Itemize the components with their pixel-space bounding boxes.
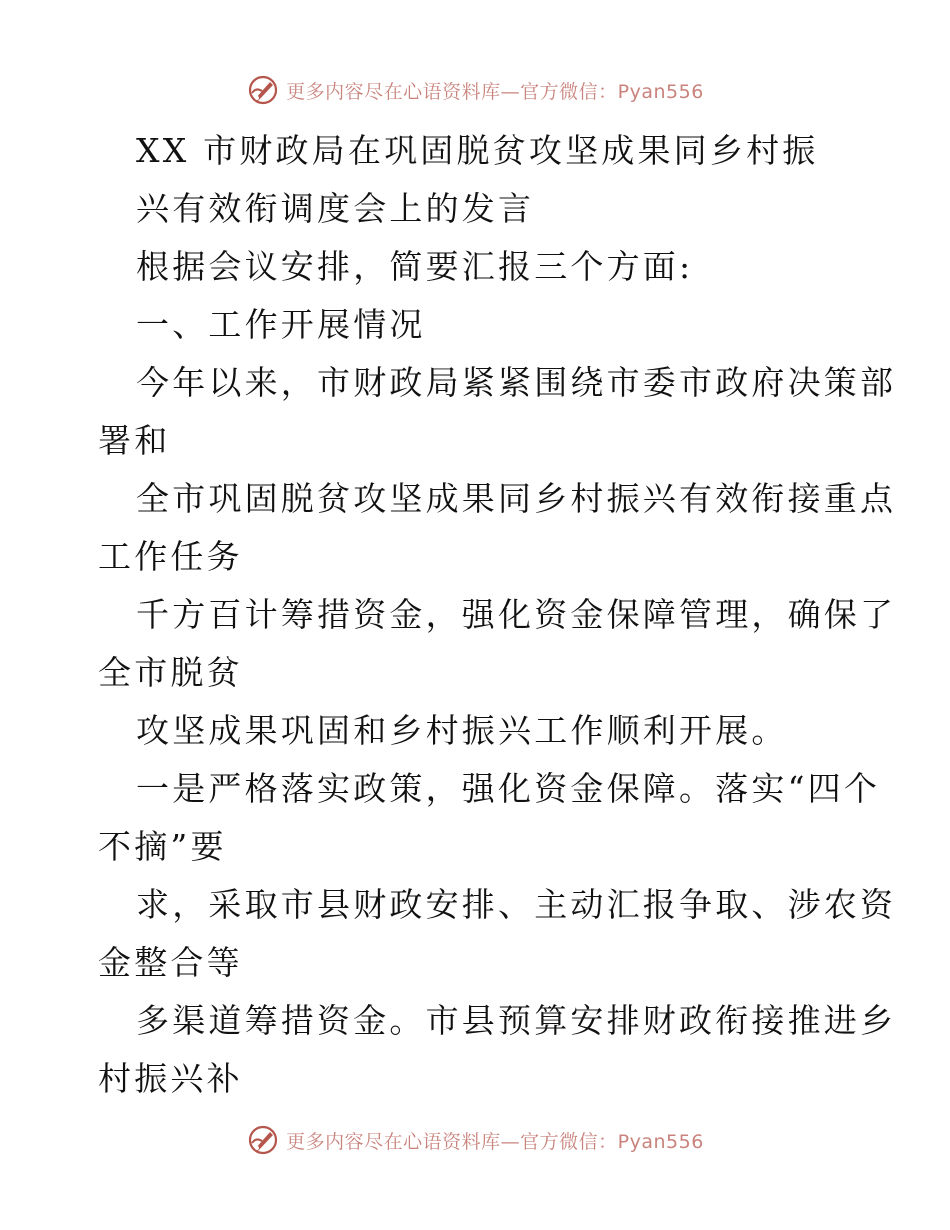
text-line: 不摘”要 xyxy=(98,827,227,866)
watermark-footer xyxy=(0,1120,950,1160)
text-line: 今年以来，市财政局紧紧围绕市委市政府决策部 xyxy=(136,363,897,402)
watermark-text: 更多内容尽在心语资料库—官方微信：Pyan556 xyxy=(286,80,704,103)
text-line: 千方百计筹措资金，强化资金保障管理，确保了 xyxy=(136,595,897,634)
watermark-text: 更多内容尽在心语资料库—官方微信：Pyan556 xyxy=(286,1130,704,1153)
watermark-wechat-id: Pyan556 xyxy=(617,80,704,103)
text-line: 多渠道筹措资金。市县预算安排财政衔接推进乡 xyxy=(136,1001,897,1040)
text-line: 攻坚成果巩固和乡村振兴工作顺利开展。 xyxy=(136,711,788,750)
text-line: XX 市财政局在巩固脱贫攻坚成果同乡村振 xyxy=(136,131,819,170)
text-line: 全市脱贫 xyxy=(98,653,243,692)
text-line: 兴有效衔调度会上的发言 xyxy=(136,189,535,228)
text-line: 工作任务 xyxy=(98,537,243,576)
text-line: 署和 xyxy=(98,421,171,460)
text-line: 一、工作开展情况 xyxy=(136,305,426,344)
document-body xyxy=(98,122,897,1108)
text-line: 全市巩固脱贫攻坚成果同乡村振兴有效衔接重点 xyxy=(136,479,897,518)
text-line: 金整合等 xyxy=(98,943,243,982)
watermark-header xyxy=(0,70,950,110)
text-line: 根据会议安排，简要汇报三个方面: xyxy=(136,247,694,286)
quill-pen-logo-icon xyxy=(246,1123,280,1157)
text-line: 求，采取市县财政安排、主动汇报争取、涉农资 xyxy=(136,885,897,924)
text-line: 一是严格落实政策，强化资金保障。落实“四个 xyxy=(136,769,881,808)
watermark-wechat-id: Pyan556 xyxy=(617,1130,704,1153)
quill-pen-logo-icon xyxy=(246,73,280,107)
text-line: 村振兴补 xyxy=(98,1059,243,1098)
